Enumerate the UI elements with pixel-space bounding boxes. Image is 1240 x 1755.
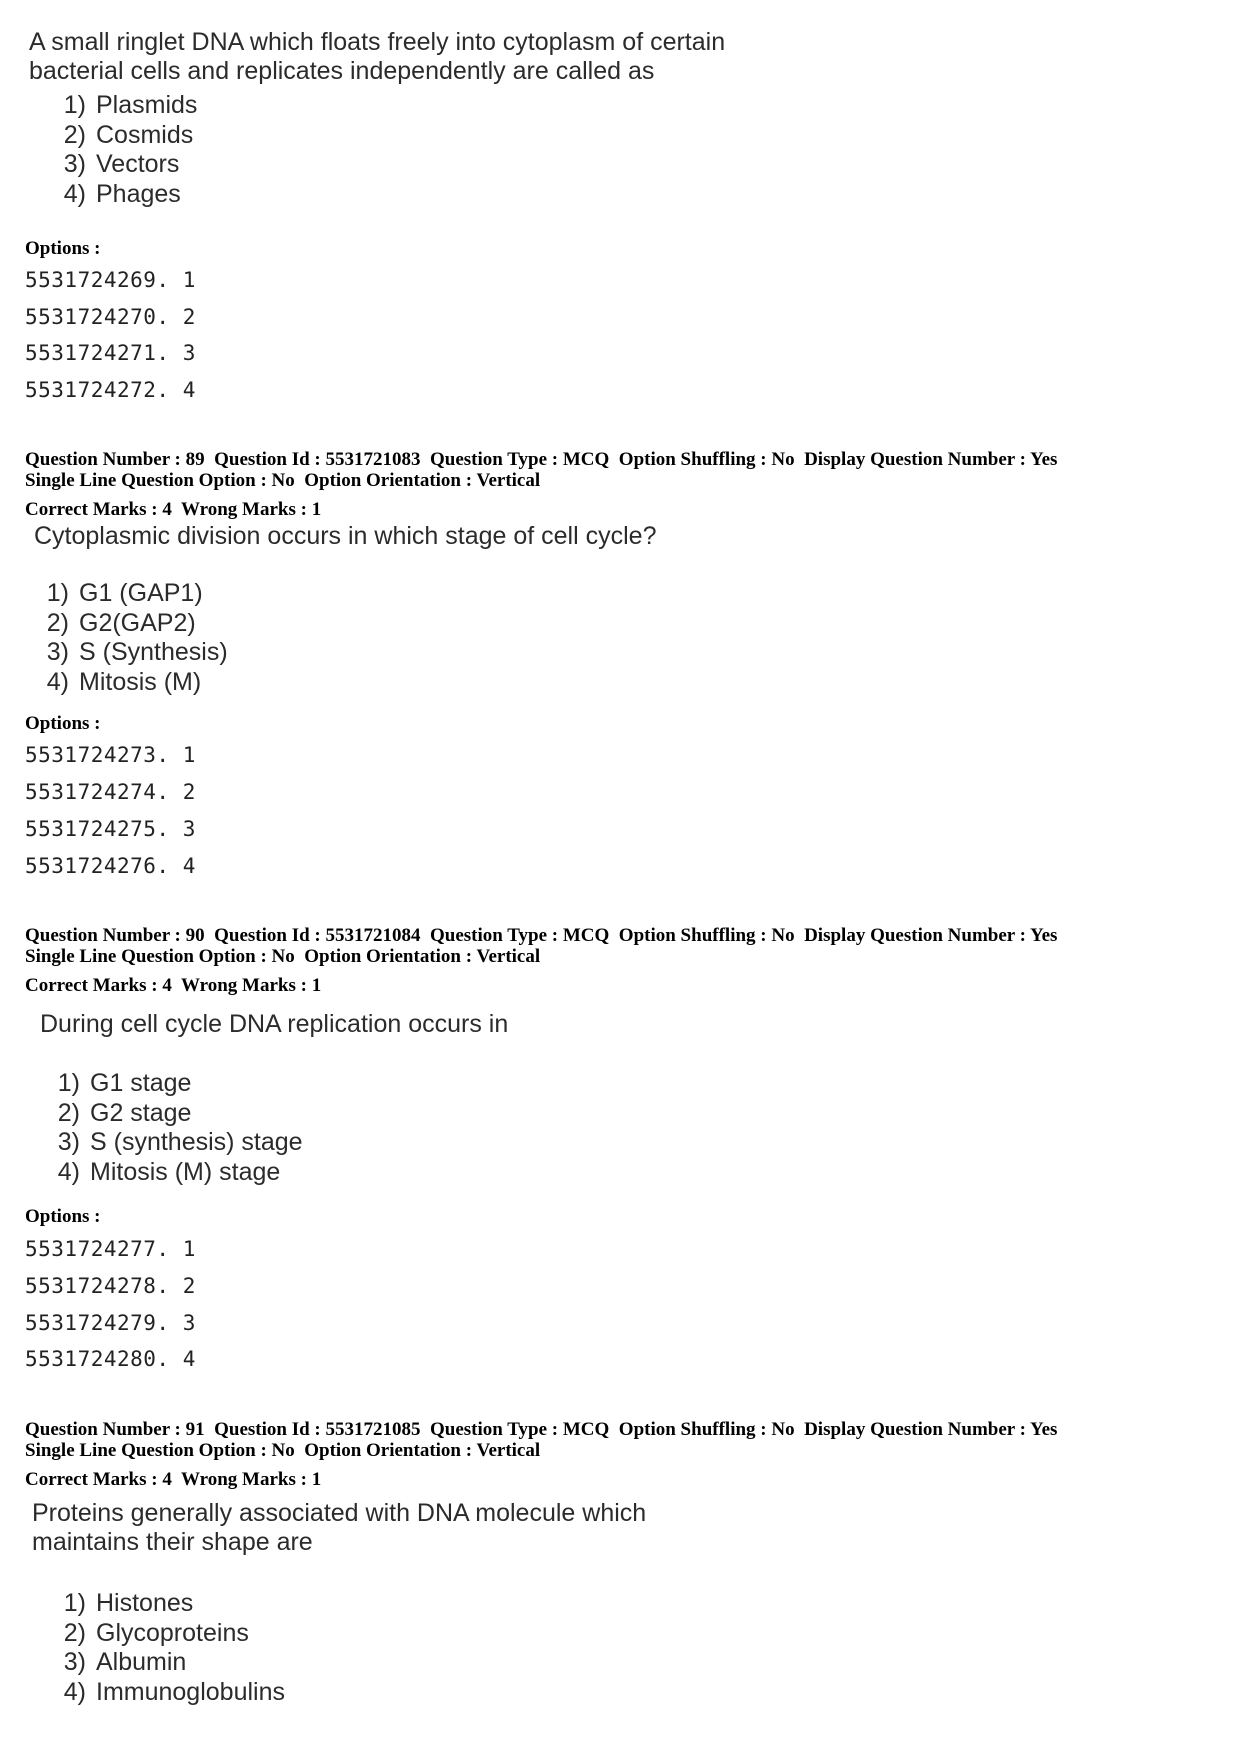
choice-item: 1) Histones bbox=[63, 1589, 194, 1617]
question-stem: A small ringlet DNA which floats freely into cytoplasm of certain bacterial cells and replicates independently are called as bbox=[29, 28, 726, 85]
question-stem: Proteins generally associated with DNA molecule which maintains their shape are bbox=[32, 1499, 647, 1556]
option-id: 5531724272. 4 bbox=[25, 378, 196, 402]
option-id: 5531724280. 4 bbox=[25, 1347, 196, 1371]
option-id: 5531724277. 1 bbox=[25, 1237, 196, 1261]
choice-item: 1) G1 stage bbox=[57, 1069, 192, 1097]
choice-item: 4) Immunoglobulins bbox=[63, 1677, 285, 1706]
choice-item: 1) Plasmids bbox=[63, 91, 198, 119]
question-stem-block bbox=[40, 1010, 508, 1187]
option-id: 5531724270. 2 bbox=[25, 305, 196, 329]
choice-item: 4) Mitosis (M) stage bbox=[57, 1157, 281, 1186]
question-meta-line: Single Line Question Option : No Option Orientation : Vertical bbox=[25, 470, 541, 491]
question-meta-line: Question Number : 89 Question Id : 5531721083 Question Type : MCQ Option Shuffling : No Display Question Number : Yes bbox=[25, 449, 1058, 470]
options-label: Options : bbox=[25, 713, 101, 734]
question-marks: Correct Marks : 4 Wrong Marks : 1 bbox=[25, 975, 322, 996]
question-stem-block bbox=[29, 28, 725, 209]
question-meta-line: Question Number : 91 Question Id : 5531721085 Question Type : MCQ Option Shuffling : No Display Question Number : Yes bbox=[25, 1419, 1058, 1440]
options-label: Options : bbox=[25, 1206, 101, 1227]
choice-item: 3) Albumin bbox=[63, 1648, 187, 1676]
option-id: 5531724273. 1 bbox=[25, 743, 196, 767]
choice-item: 2) G2(GAP2) bbox=[46, 608, 196, 637]
question-stem: During cell cycle DNA replication occurs in bbox=[40, 1010, 509, 1038]
choice-item: 3) S (Synthesis) bbox=[46, 638, 228, 666]
choice-list bbox=[47, 91, 725, 209]
question-meta-line: Question Number : 90 Question Id : 5531721084 Question Type : MCQ Option Shuffling : No Display Question Number : Yes bbox=[25, 925, 1058, 946]
choice-item: 4) Phages bbox=[63, 179, 181, 208]
option-id: 5531724276. 4 bbox=[25, 854, 196, 878]
choice-item: 2) G2 stage bbox=[57, 1098, 192, 1127]
question-stem-block bbox=[32, 1499, 646, 1707]
option-id: 5531724271. 3 bbox=[25, 341, 196, 365]
option-id: 5531724274. 2 bbox=[25, 780, 196, 804]
options-label: Options : bbox=[25, 238, 101, 259]
choice-item: 2) Glycoproteins bbox=[63, 1618, 249, 1647]
choice-item: 1) G1 (GAP1) bbox=[46, 579, 203, 607]
option-id: 5531724279. 3 bbox=[25, 1311, 196, 1335]
question-marks: Correct Marks : 4 Wrong Marks : 1 bbox=[25, 1469, 322, 1490]
choice-list bbox=[47, 1589, 646, 1707]
question-marks: Correct Marks : 4 Wrong Marks : 1 bbox=[25, 499, 322, 520]
question-meta-line: Single Line Question Option : No Option Orientation : Vertical bbox=[25, 946, 541, 967]
choice-item: 3) S (synthesis) stage bbox=[57, 1128, 303, 1156]
option-id: 5531724275. 3 bbox=[25, 817, 196, 841]
choice-list bbox=[30, 579, 656, 697]
choice-list bbox=[41, 1069, 508, 1187]
question-stem-block bbox=[34, 522, 656, 697]
option-id: 5531724278. 2 bbox=[25, 1274, 196, 1298]
option-id: 5531724269. 1 bbox=[25, 268, 196, 292]
choice-item: 2) Cosmids bbox=[63, 120, 194, 149]
question-meta-line: Single Line Question Option : No Option Orientation : Vertical bbox=[25, 1440, 541, 1461]
question-stem: Cytoplasmic division occurs in which stage of cell cycle? bbox=[34, 522, 657, 550]
choice-item: 3) Vectors bbox=[63, 150, 180, 178]
choice-item: 4) Mitosis (M) bbox=[46, 667, 202, 696]
